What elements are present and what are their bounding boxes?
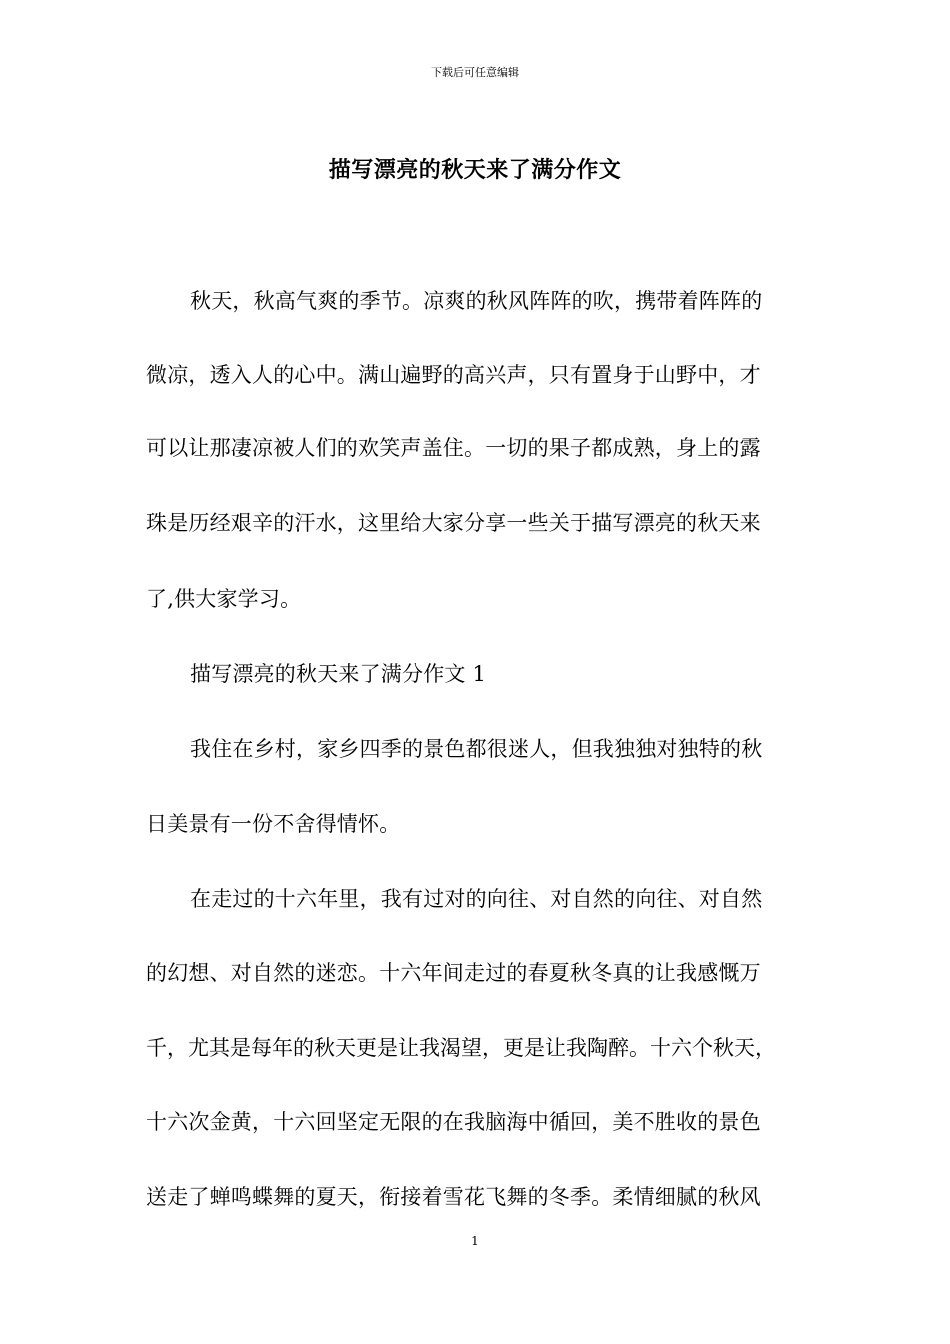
body-line: 珠是历经艰辛的汗水，这里给大家分享一些关于描写漂亮的秋天来 [146, 511, 761, 535]
body-line: 的幻想、对自然的迷恋。十六年间走过的春夏秋冬真的让我感慨万 [146, 961, 761, 985]
body-line: 我住在乡村，家乡四季的景色都很迷人，但我独独对独特的秋 [190, 737, 763, 761]
body-line: 微凉，透入人的心中。满山遍野的高兴声，只有置身于山野中，才 [146, 363, 761, 387]
body-line: 千，尤其是每年的秋天更是让我渴望，更是让我陶醉。十六个秋天， [146, 1036, 776, 1060]
header-note: 下载后可任意编辑 [431, 66, 519, 79]
body-line: 送走了蝉鸣蝶舞的夏天，衔接着雪花飞舞的冬季。柔情细腻的秋风 [146, 1185, 761, 1209]
section-heading: 描写漂亮的秋天来了满分作文 1 [190, 662, 487, 686]
body-line: 日美景有一份不舍得情怀。 [146, 812, 401, 836]
body-line: 了,供大家学习。 [146, 587, 302, 611]
body-line: 秋天，秋高气爽的季节。凉爽的秋风阵阵的吹，携带着阵阵的 [190, 289, 763, 313]
document-title: 描写漂亮的秋天来了满分作文 [328, 157, 622, 183]
page-number: 1 [471, 1234, 479, 1248]
body-line: 在走过的十六年里，我有过对的向往、对自然的向往、对自然 [190, 887, 763, 911]
body-line: 可以让那凄凉被人们的欢笑声盖住。一切的果子都成熟，身上的露 [146, 436, 761, 460]
body-line: 十六次金黄，十六回坚定无限的在我脑海中循回，美不胜收的景色 [146, 1110, 761, 1134]
